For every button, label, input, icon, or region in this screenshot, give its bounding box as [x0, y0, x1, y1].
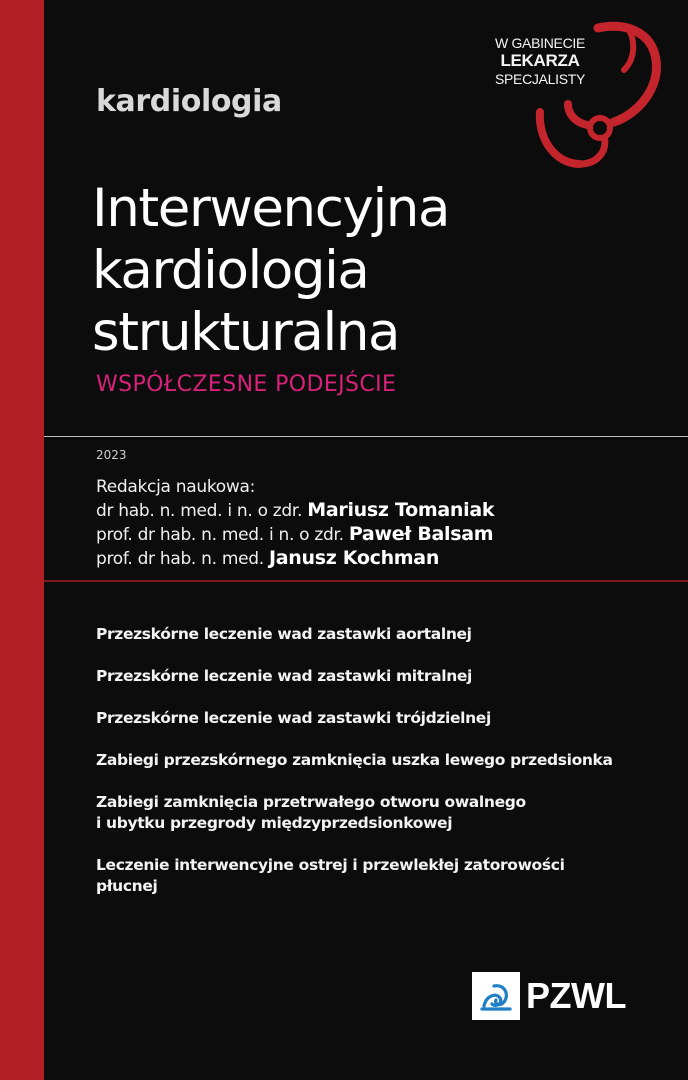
topics-list [96, 624, 666, 918]
editor-degree: prof. dr hab. n. med. i n. o zdr. [96, 525, 344, 545]
divider-bottom [44, 580, 688, 582]
topic-line: Przezskórne leczenie wad zastawki trójdzielnej [96, 709, 491, 727]
red-spine-band [0, 0, 44, 1080]
topic-item [96, 624, 666, 645]
editor-row [96, 499, 494, 523]
title-line-2: kardiologia [92, 240, 369, 301]
topic-line: Przezskórne leczenie wad zastawki aortalnej [96, 625, 472, 643]
topic-item [96, 750, 666, 771]
topic-line: Zabiegi zamknięcia przetrwałego otworu owalnego [96, 793, 526, 811]
badge-line-2: LEKARZA [500, 51, 580, 70]
editor-name: Janusz Kochman [268, 547, 440, 569]
editors-block [96, 476, 494, 571]
editor-name: Mariusz Tomaniak [307, 499, 495, 521]
editor-degree: prof. dr hab. n. med. [96, 549, 264, 569]
topic-line: Przezskórne leczenie wad zastawki mitralnej [96, 667, 472, 685]
title-line-3: strukturalna [92, 302, 400, 363]
topic-item [96, 708, 666, 729]
topic-item [96, 855, 666, 897]
series-name: kardiologia [96, 84, 282, 119]
pzwl-emblem-icon [478, 978, 514, 1014]
pzwl-logo-icon [472, 972, 520, 1020]
editor-row [96, 523, 494, 547]
badge-line-1: W GABINECIE [494, 35, 586, 51]
topic-item [96, 666, 666, 687]
topic-item [96, 792, 666, 834]
book-subtitle: WSPÓŁCZESNE PODEJŚCIE [96, 372, 397, 397]
topic-line: Leczenie interwencyjne ostrej i przewlekłej zatorowości [96, 856, 565, 874]
editors-label: Redakcja naukowa: [96, 477, 256, 497]
publisher-logo [472, 972, 626, 1020]
topic-line: Zabiegi przezskórnego zamknięcia uszka lewego przedsionka [96, 751, 613, 769]
badge-line-3: SPECJALISTY [494, 71, 586, 87]
topic-line: i ubytku przegrody międzyprzedsionkowej [96, 814, 453, 832]
book-title [92, 178, 572, 364]
editor-row [96, 547, 494, 571]
series-badge-text [490, 34, 590, 88]
divider-top [44, 436, 688, 437]
publisher-name: PZWL [526, 975, 626, 1016]
editor-name: Paweł Balsam [348, 523, 494, 545]
publication-year: 2023 [96, 448, 127, 462]
editor-degree: dr hab. n. med. i n. o zdr. [96, 501, 303, 521]
title-line-1: Interwencyjna [92, 178, 450, 239]
topic-line: płucnej [96, 877, 158, 895]
series-badge [476, 18, 676, 178]
